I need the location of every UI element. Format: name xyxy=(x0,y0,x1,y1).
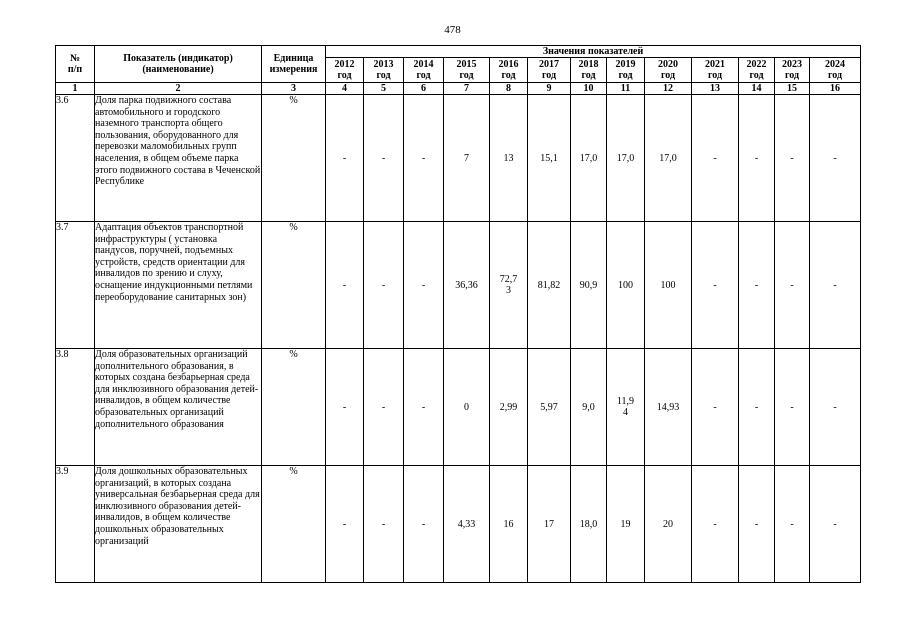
value-cell: - xyxy=(692,466,739,583)
table-row xyxy=(56,349,861,466)
year-header: 2020 год xyxy=(645,58,692,83)
header-unit: Единица измерения xyxy=(262,46,326,83)
value-cell: 90,9 xyxy=(571,222,607,349)
value-cell: - xyxy=(810,466,861,583)
year-header: 2023 год xyxy=(775,58,810,83)
value-cell: - xyxy=(810,95,861,222)
value-cell: 7 xyxy=(444,95,490,222)
row-number: 3.8 xyxy=(56,349,95,466)
year-header: 2019 год xyxy=(607,58,645,83)
column-number: 3 xyxy=(262,83,326,95)
value-cell: 13 xyxy=(490,95,528,222)
value-cell: 15,1 xyxy=(528,95,571,222)
column-number: 2 xyxy=(95,83,262,95)
column-number: 5 xyxy=(364,83,404,95)
year-header: 2013 год xyxy=(364,58,404,83)
indicator-name: Доля парка подвижного состава автомобильного и городского наземного транспорта общего пользования, оборудованного для перевозки маломобильных групп населения, в общем объеме парка этого подвижного состава в Чеченской Республике xyxy=(95,95,262,222)
value-cell: - xyxy=(775,95,810,222)
value-cell: - xyxy=(775,466,810,583)
indicator-name: Доля дошкольных образовательных организаций, в которых создана универсальная безбарьерная среда для инклюзивного образования детей- инвалидов, в общем количестве дошкольных образовательных организаций xyxy=(95,466,262,583)
value-cell: - xyxy=(364,466,404,583)
value-cell: - xyxy=(326,222,364,349)
year-header: 2024 год xyxy=(810,58,861,83)
table-body xyxy=(56,95,861,583)
year-header: 2015 год xyxy=(444,58,490,83)
value-cell: - xyxy=(404,466,444,583)
row-number: 3.7 xyxy=(56,222,95,349)
column-number: 14 xyxy=(739,83,775,95)
value-cell: - xyxy=(739,222,775,349)
column-number: 11 xyxy=(607,83,645,95)
value-cell: - xyxy=(810,349,861,466)
column-number: 12 xyxy=(645,83,692,95)
value-cell: 81,82 xyxy=(528,222,571,349)
value-cell: 11,9 4 xyxy=(607,349,645,466)
value-cell: 4,33 xyxy=(444,466,490,583)
column-number: 6 xyxy=(404,83,444,95)
indicators-table xyxy=(55,45,861,583)
column-number: 4 xyxy=(326,83,364,95)
value-cell: 9,0 xyxy=(571,349,607,466)
column-number: 1 xyxy=(56,83,95,95)
year-header: 2021 год xyxy=(692,58,739,83)
value-cell: 17,0 xyxy=(645,95,692,222)
value-cell: 14,93 xyxy=(645,349,692,466)
value-cell: 72,7 3 xyxy=(490,222,528,349)
table-row xyxy=(56,466,861,583)
unit-cell: % xyxy=(262,349,326,466)
table-row xyxy=(56,222,861,349)
unit-cell: % xyxy=(262,222,326,349)
year-header: 2016 год xyxy=(490,58,528,83)
unit-cell: % xyxy=(262,95,326,222)
header-num: № п/п xyxy=(56,46,95,83)
year-header: 2012 год xyxy=(326,58,364,83)
value-cell: - xyxy=(739,95,775,222)
value-cell: 0 xyxy=(444,349,490,466)
value-cell: 16 xyxy=(490,466,528,583)
value-cell: - xyxy=(364,95,404,222)
column-number: 10 xyxy=(571,83,607,95)
value-cell: - xyxy=(404,349,444,466)
value-cell: 17 xyxy=(528,466,571,583)
page-number: 478 xyxy=(444,24,461,36)
value-cell: - xyxy=(739,466,775,583)
column-number: 15 xyxy=(775,83,810,95)
row-number: 3.6 xyxy=(56,95,95,222)
year-header: 2017 год xyxy=(528,58,571,83)
value-cell: 100 xyxy=(607,222,645,349)
value-cell: 19 xyxy=(607,466,645,583)
indicator-name: Адаптация объектов транспортной инфраструктуры ( установка пандусов, поручней, подъемных устройств, средств ориентации для инвалидов по зрению и слуху, оснащение индукционными петлями переоборудование санитарных зон) xyxy=(95,222,262,349)
value-cell: 36,36 xyxy=(444,222,490,349)
value-cell: - xyxy=(775,222,810,349)
value-cell: 17,0 xyxy=(571,95,607,222)
value-cell: - xyxy=(692,95,739,222)
value-cell: - xyxy=(404,222,444,349)
row-number: 3.9 xyxy=(56,466,95,583)
year-header: 2018 год xyxy=(571,58,607,83)
value-cell: - xyxy=(404,95,444,222)
value-cell: - xyxy=(364,222,404,349)
year-header: 2022 год xyxy=(739,58,775,83)
value-cell: 18,0 xyxy=(571,466,607,583)
value-cell: - xyxy=(326,95,364,222)
header-indicator: Показатель (индикатор) (наименование) xyxy=(95,46,262,83)
indicator-name: Доля образовательных организаций дополнительного образования, в которых создана безбарьерная среда для инклюзивного образования детей-инвалидов, в общем количестве образовательных организаций дополнительного образования xyxy=(95,349,262,466)
value-cell: - xyxy=(692,222,739,349)
year-header: 2014 год xyxy=(404,58,444,83)
value-cell: 100 xyxy=(645,222,692,349)
value-cell: 5,97 xyxy=(528,349,571,466)
column-number: 9 xyxy=(528,83,571,95)
value-cell: 20 xyxy=(645,466,692,583)
value-cell: - xyxy=(692,349,739,466)
column-number: 16 xyxy=(810,83,861,95)
column-number: 8 xyxy=(490,83,528,95)
value-cell: - xyxy=(739,349,775,466)
value-cell: - xyxy=(775,349,810,466)
value-cell: - xyxy=(364,349,404,466)
column-number: 7 xyxy=(444,83,490,95)
table-row xyxy=(56,95,861,222)
header-values: Значения показателей xyxy=(326,46,861,58)
value-cell: - xyxy=(326,466,364,583)
column-number: 13 xyxy=(692,83,739,95)
value-cell: - xyxy=(810,222,861,349)
column-number-row xyxy=(56,83,861,95)
unit-cell: % xyxy=(262,466,326,583)
value-cell: 17,0 xyxy=(607,95,645,222)
value-cell: - xyxy=(326,349,364,466)
value-cell: 2,99 xyxy=(490,349,528,466)
